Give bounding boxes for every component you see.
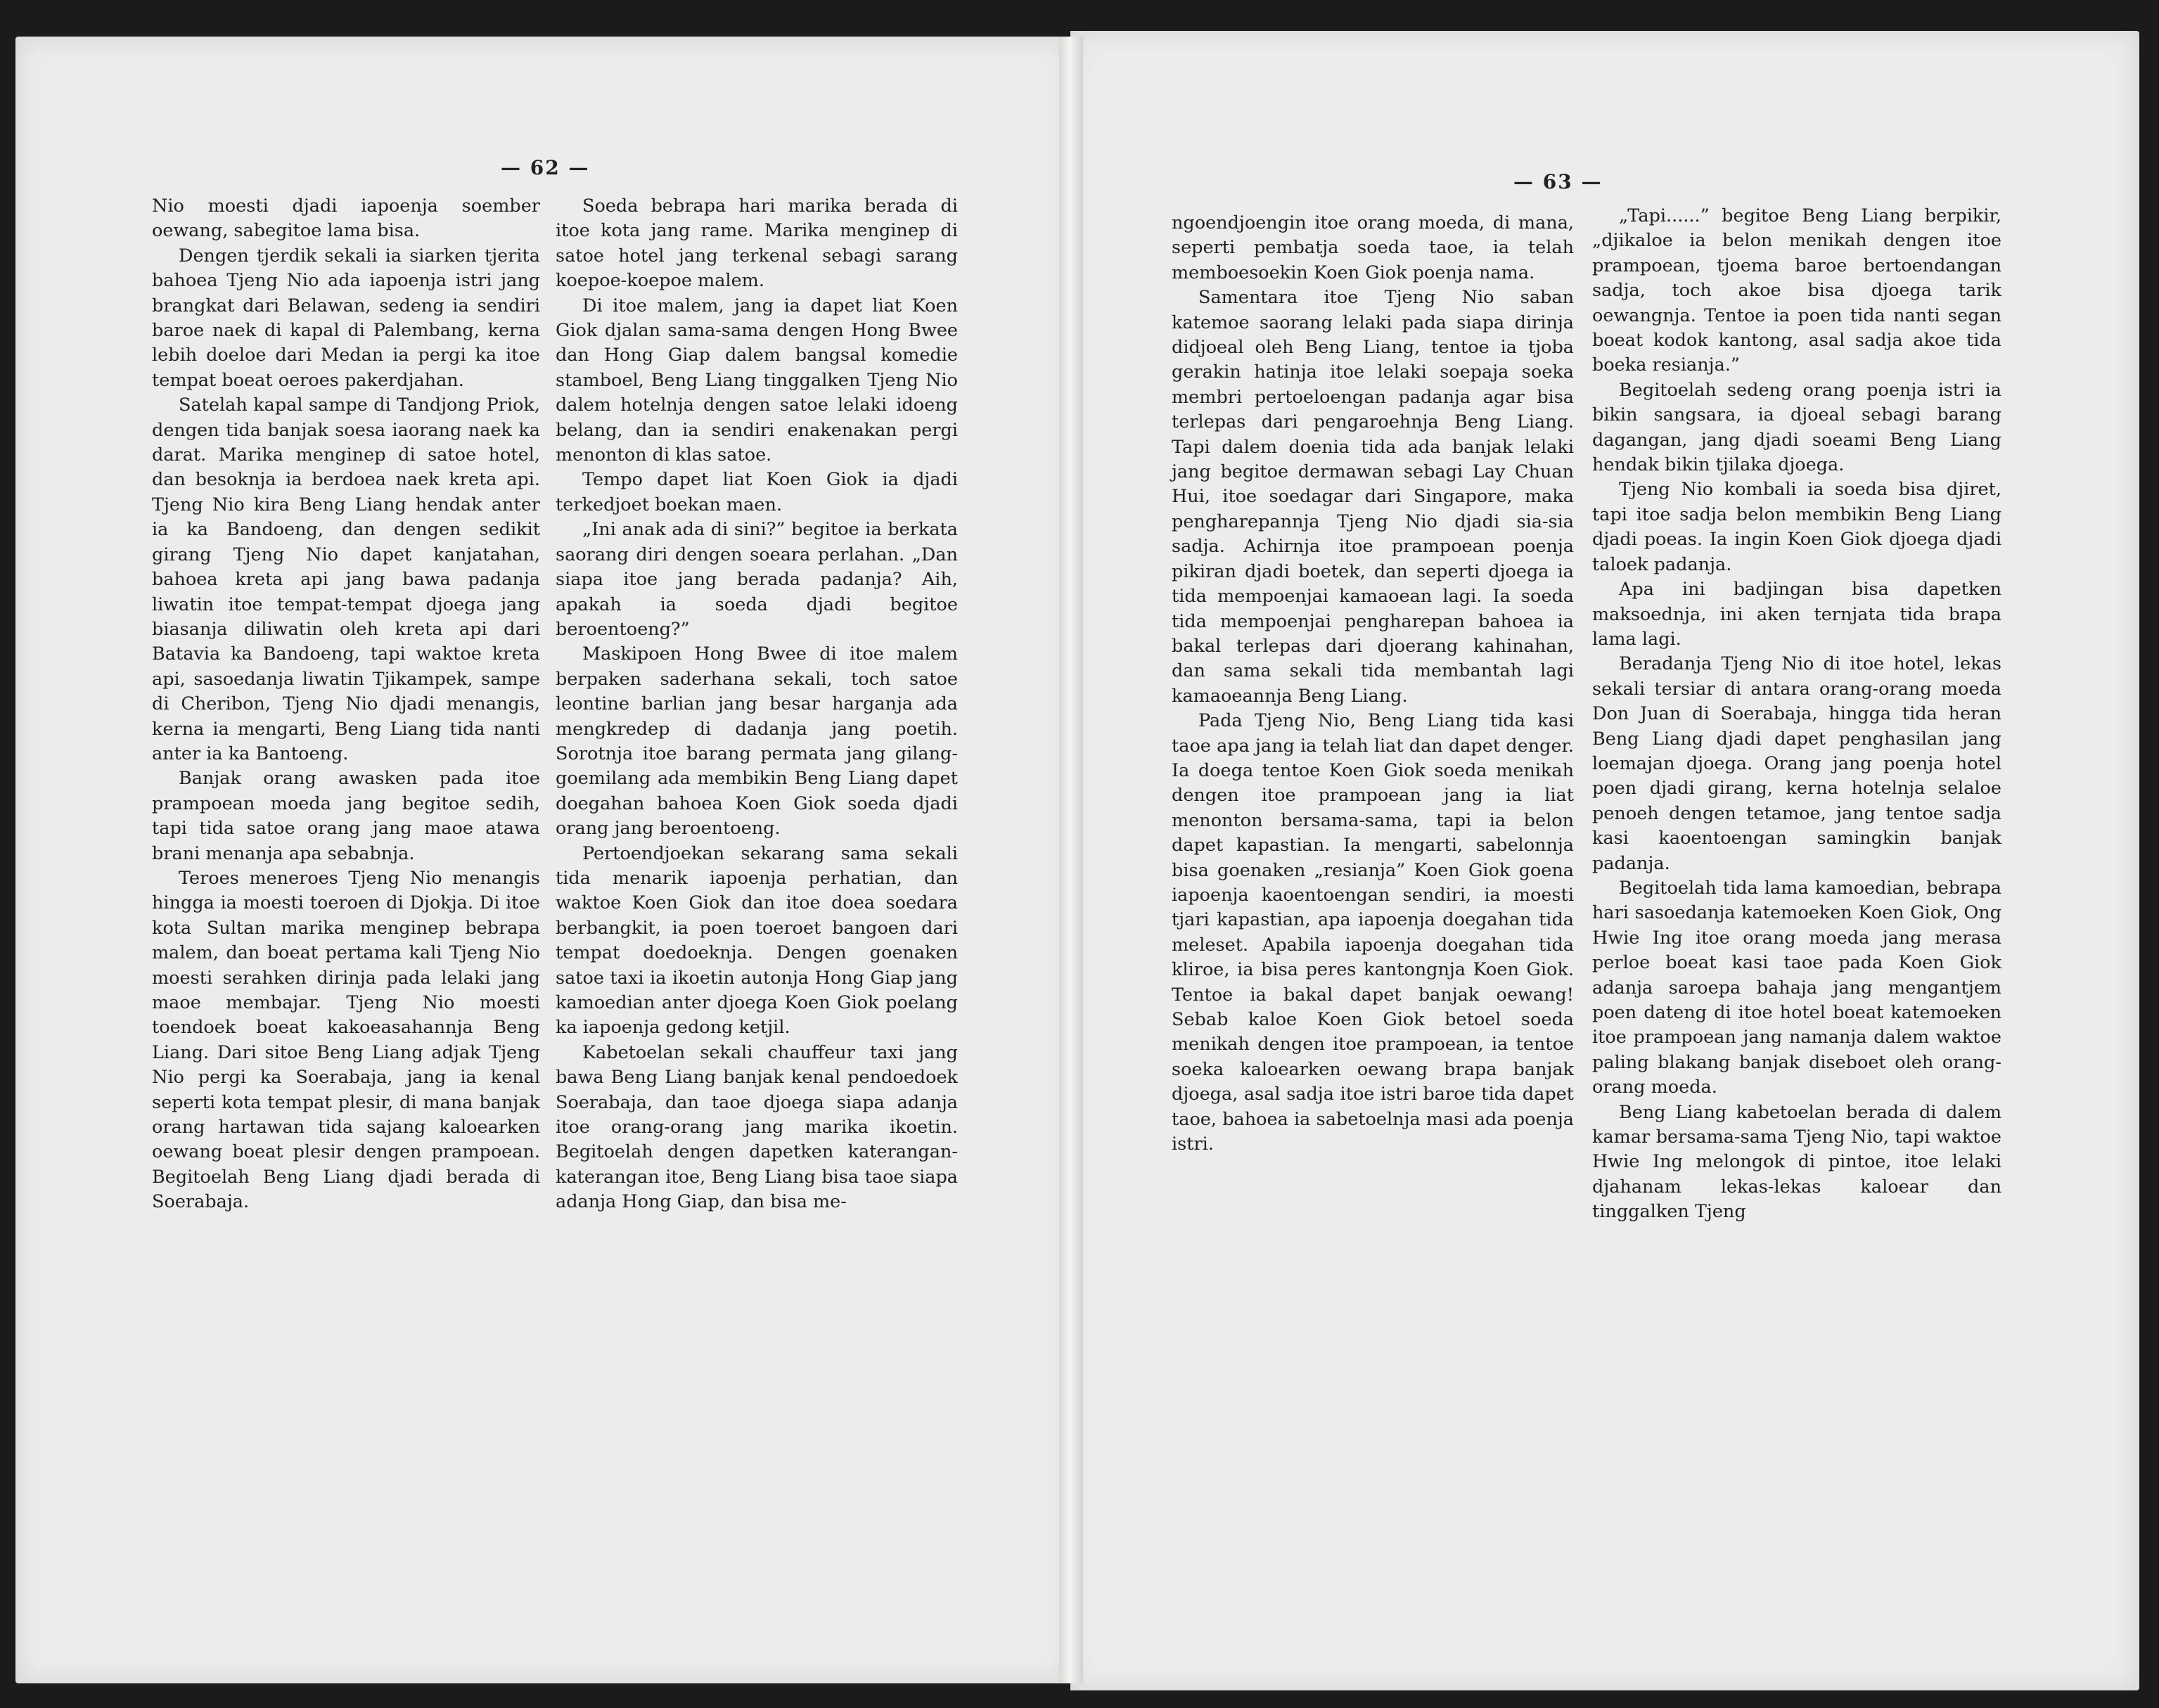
paragraph: Begitoelah sedeng orang poenja istri ia bikin sangsara, ia djoeal sebagi barang dagangan, jang djadi soeami Beng Liang hendak bikin tjilaka djoega.	[1592, 379, 2001, 476]
paragraph: „Tapi......” begitoe Beng Liang berpikir, „djikaloe ia belon menikah dengen itoe prampoean, tjoema baroe bertoendangan sadja, toch akoe bisa djoega tarik oewangnja. Tentoe ia poen tida nanti segan boeat kodok kantong, asal sadja akoe tida boeka resianja.”	[1592, 205, 2001, 376]
paragraph: Beng Liang kabetoelan berada di dalem kamar bersama-sama Tjeng Nio, tapi waktoe Hwie Ing melongok di pintoe, itoe lelaki djahanam lekas-lekas kaloear dan tinggalken Tjeng	[1592, 1101, 2001, 1223]
paragraph: Beradanja Tjeng Nio di itoe hotel, lekas sekali tersiar di antara orang-orang moeda Don Juan di Soerabaja, hingga tida heran Beng Liang djadi dapet penghasilan jang loemajan djoega. Orang jang poenja hotel poen djadi girang, kerna hotelnja selaloe penoeh dengen tetamoe, jang tentoe sadja kasi kaoentoengan samingkin banjak padanja.	[1592, 653, 2001, 874]
paragraph: ngoendjoengin itoe orang moeda, di mana, seperti pembatja soeda taoe, ia telah memboesoekin Koen Giok poenja nama.	[1172, 212, 1574, 283]
left-page-column-2	[556, 194, 958, 1215]
paragraph: Begitoelah tida lama kamoedian, bebrapa hari sasoedanja katemoeken Koen Giok, Ong Hwie Ing itoe orang moeda jang merasa perloe boeat kasi taoe pada Koen Giok adanja saroepa bahaja jang mengantjem poen dateng di itoe hotel boeat katemoeken itoe prampoean jang namanja dalem waktoe paling blakang banjak diseboet oleh orang-orang moeda.	[1592, 877, 2001, 1098]
paragraph: Di itoe malem, jang ia dapet liat Koen Giok djalan sama-sama dengen Hong Bwee dan Hong Giap dalem bangsal komedie stamboel, Beng Liang tinggalken Tjeng Nio dalem hotelnja dengen satoe lelaki idoeng belang, dan ia sendiri enakenakan pergi menonton di klas satoe.	[556, 295, 958, 466]
page-number-left: — 62 —	[501, 156, 590, 179]
paragraph: Teroes meneroes Tjeng Nio menangis hingga ia moesti toeroen di Djokja. Di itoe kota Sultan marika menginep bebrapa malem, dan boeat pertama kali Tjeng Nio moesti serahken dirinja pada lelaki jang maoe membajar. Tjeng Nio moesti toendoek boeat kakoeasahannja Beng Liang. Dari sitoe Beng Liang adjak Tjeng Nio pergi ka Soerabaja, jang ia kenal seperti kota tempat plesir, di mana banjak orang hartawan tida sajang kaloearken oewang boeat plesir dengen prampoean. Begitoelah Beng Liang djadi berada di Soerabaja.	[152, 867, 540, 1213]
paragraph: Maskipoen Hong Bwee di itoe malem berpaken saderhana sekali, toch satoe leontine barlian jang besar harganja ada mengkredep di dadanja jang poetih. Sorotnja itoe barang permata jang gilang-goemilang ada membikin Beng Liang dapet doegahan bahoea Koen Giok soeda djadi orang jang beroentoeng.	[556, 643, 958, 840]
right-page-column-1	[1172, 211, 1574, 1157]
book-gutter	[1059, 37, 1083, 1683]
paragraph: „Ini anak ada di sini?” begitoe ia berkata saorang diri dengen soeara perlahan. „Dan siapa itoe jang berada padanja? Aih, apakah ia soeda djadi begitoe beroentoeng?”	[556, 519, 958, 640]
paragraph: Kabetoelan sekali chauffeur taxi jang bawa Beng Liang banjak kenal pendoedoek Soerabaja, dan taoe djoega siapa adanja itoe orang-orang jang marika ikoetin. Begitoelah dengen dapetken katerangan-katerangan itoe, Beng Liang bisa taoe siapa adanja Hong Giap, dan bisa me-	[556, 1041, 958, 1213]
paragraph: Dengen tjerdik sekali ia siarken tjerita bahoea Tjeng Nio ada iapoenja istri jang brangkat dari Belawan, sedeng ia sendiri baroe naek di kapal di Palembang, kerna lebih doeloe dari Medan ia pergi ka itoe tempat boeat oeroes pakerdjahan.	[152, 245, 540, 391]
paragraph: Pertoendjoekan sekarang sama sekali tida menarik iapoenja perhatian, dan waktoe Koen Giok dan itoe doea soedara berbangkit, ia poen toeroet bangoen dari tempat doedoeknja. Dengen goenaken satoe taxi ia ikoetin autonja Hong Giap jang kamoedian anter djoega Koen Giok poelang ka iapoenja gedong ketjil.	[556, 842, 958, 1039]
paragraph: Nio moesti djadi iapoenja soember oewang, sabegitoe lama bisa.	[152, 195, 540, 242]
left-page-column-1	[152, 194, 540, 1215]
paragraph: Satelah kapal sampe di Tandjong Priok, dengen tida banjak soesa iaorang naek ka darat. Marika menginep di satoe hotel, dan besoknja ia berdoea naek kreta api. Tjeng Nio kira Beng Liang hendak anter ia ka Bandoeng, dan dengen sedikit girang Tjeng Nio dapet kanjatahan, bahoea kreta api jang bawa padanja liwatin itoe tempat-tempat djoega jang biasanja diliwatin oleh kreta api dari Batavia ka Bandoeng, tapi waktoe kreta api, sasoedanja liwatin Tjikampek, sampe di Cheribon, Tjeng Nio djadi menangis, kerna ia mengarti, Beng Liang tida nanti anter ia ka Bantoeng.	[152, 394, 540, 764]
paragraph: Tempo dapet liat Koen Giok ia djadi terkedjoet boekan maen.	[556, 469, 958, 515]
paragraph: Pada Tjeng Nio, Beng Liang tida kasi taoe apa jang ia telah liat dan dapet denger. Ia doega tentoe Koen Giok soeda menikah dengen itoe prampoean jang ia liat menonton bersama-sama, tapi ia belon dapet kapastian. Ia mengarti, sabelonnja bisa goenaken „resianja” Koen Giok goena iapoenja kaoentoengan sendiri, ia moesti tjari kapastian, apa iapoenja doegahan tida meleset. Apabila iapoenja doegahan tida kliroe, ia bisa peres kantongnja Koen Giok. Tentoe ia bakal dapet banjak oewang! Sebab kaloe Koen Giok betoel soeda menikah dengen itoe prampoean, ia tentoe soeka kaloearken oewang brapa banjak djoega, asal sadja itoe istri baroe tida dapet taoe, bahoea ia sabetoelnja masi ada poenja istri.	[1172, 710, 1574, 1155]
paragraph: Tjeng Nio kombali ia soeda bisa djiret, tapi itoe sadja belon membikin Beng Liang djadi poeas. Ia ingin Koen Giok djoega djadi taloek padanja.	[1592, 479, 2001, 575]
paragraph: Samentara itoe Tjeng Nio saban katemoe saorang lelaki pada siapa dirinja didjoeal oleh Beng Liang, tentoe ia tjoba gerakin hatinja itoe lelaki soepaja soeka membri pertoeloengan padanja agar bisa terlepas dari pengaroehnja Beng Liang. Tapi dalem doenia tida ada banjak lelaki jang begitoe dermawan sebagi Lay Chuan Hui, itoe soedagar dari Singapore, maka pengharepannja Tjeng Nio djadi sia-sia sadja. Achirnja itoe prampoean poenja pikiran djadi boetek, dan seperti djoega ia tida mempoenjai kamaoean lagi. Ia soeda tida mempoenjai pengharepan bahoea ia bakal terlepas dari djoerang kahinahan, dan sama sekali tida membantah lagi kamaoeannja Beng Liang.	[1172, 287, 1574, 707]
page-number-right: — 63 —	[1513, 170, 1603, 193]
paragraph: Banjak orang awasken pada itoe prampoean moeda jang begitoe sedih, tapi tida satoe orang jang maoe atawa brani menanja apa sebabnja.	[152, 768, 540, 864]
paragraph: Soeda bebrapa hari marika berada di itoe kota jang rame. Marika menginep di satoe hotel jang terkenal sebagi sarang koepoe-koepoe malem.	[556, 195, 958, 292]
right-page-column-2	[1592, 204, 2001, 1225]
paragraph: Apa ini badjingan bisa dapetken maksoednja, ini aken ternjata tida brapa lama lagi.	[1592, 579, 2001, 650]
